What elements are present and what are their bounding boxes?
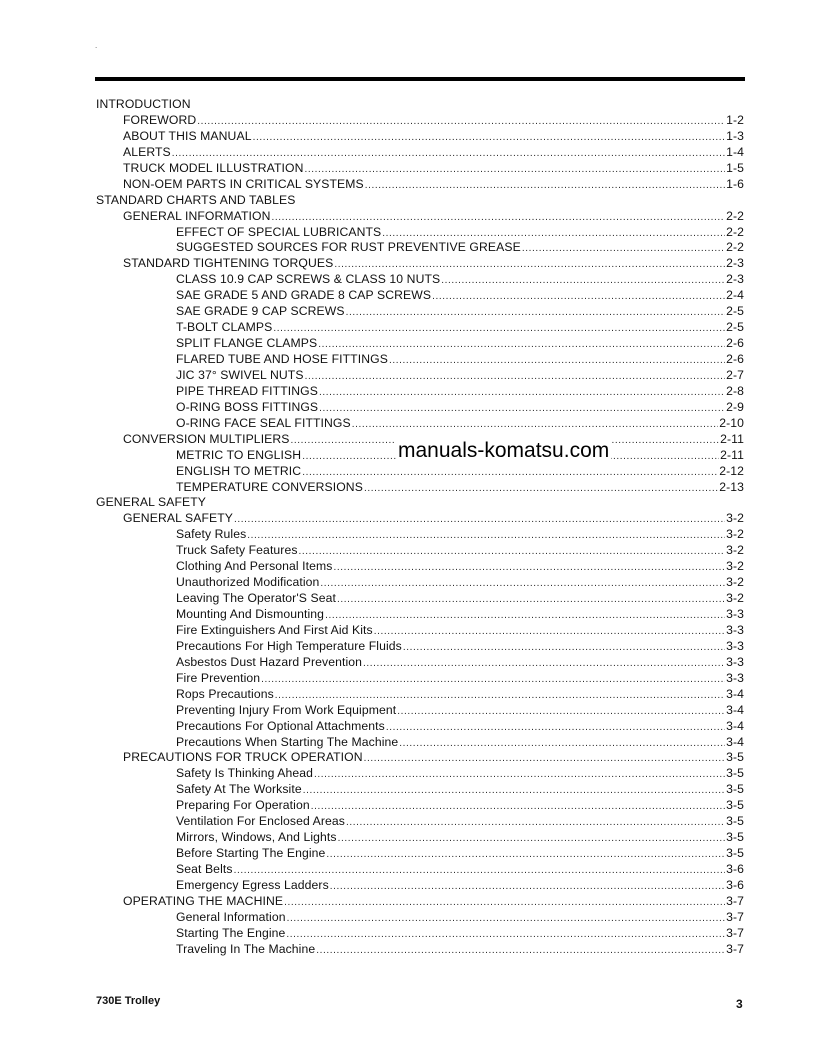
toc-entry-page: 2-6	[726, 352, 744, 366]
header-rule	[95, 77, 745, 81]
toc-entry-title: Leaving The Operator'S Seat	[176, 591, 336, 606]
toc-entry-title: GENERAL SAFETY	[96, 495, 206, 510]
toc-entry[interactable]	[96, 671, 744, 687]
toc-entry-title: FOREWORD	[123, 112, 197, 127]
dot-leader	[386, 720, 725, 736]
toc-entry-title: Mounting And Dismounting	[176, 607, 325, 621]
toc-entry-page: 3-5	[726, 750, 744, 765]
toc-entry-page: 2-8	[726, 383, 744, 398]
toc-entry[interactable]	[96, 814, 744, 830]
toc-entry-title: Rops Precautions	[176, 686, 274, 701]
dot-leader	[302, 465, 718, 481]
toc-entry-title: ABOUT THIS MANUAL	[123, 128, 252, 143]
page-corner-mark: .	[95, 41, 98, 50]
toc-entry[interactable]	[96, 352, 744, 368]
toc-entry-title: PRECAUTIONS FOR TRUCK OPERATION	[123, 750, 363, 765]
dot-leader	[330, 879, 725, 895]
dot-leader	[234, 863, 726, 879]
toc-entry-title: Safety At The Worksite	[176, 782, 302, 797]
dot-leader	[441, 273, 725, 289]
toc-entry-title: Preparing For Operation	[176, 798, 310, 813]
dot-leader	[319, 401, 725, 417]
toc-entry-title: Unauthorized Modification	[176, 575, 320, 590]
toc-entry-page: 2-2	[726, 240, 744, 255]
toc-entry[interactable]	[96, 846, 744, 862]
dot-leader	[320, 576, 725, 592]
toc-entry-page: 2-7	[726, 367, 744, 382]
toc-entry[interactable]	[96, 256, 744, 272]
toc-entry[interactable]	[96, 735, 744, 751]
dot-leader	[352, 417, 718, 433]
toc-entry[interactable]	[96, 766, 744, 782]
dot-leader	[399, 736, 725, 752]
toc-entry-page: 1-6	[726, 176, 744, 191]
toc-entry-title: SPLIT FLANGE CLAMPS	[176, 336, 318, 351]
toc-entry-title: Clothing And Personal Items	[176, 559, 333, 574]
toc-entry[interactable]	[96, 623, 744, 639]
toc-entry-title: ALERTS	[123, 144, 171, 159]
toc-entry-title: O-RING BOSS FITTINGS	[176, 399, 319, 414]
toc-entry-page: 1-5	[726, 160, 744, 175]
toc-entry-page: 3-3	[726, 670, 744, 685]
watermark-text: manuals-komatsu.com	[398, 439, 610, 462]
toc-entry-page: 3-5	[726, 814, 744, 829]
toc-entry-page: 2-2	[726, 208, 744, 223]
toc-entry[interactable]	[96, 639, 744, 655]
toc-entry-page: 3-7	[726, 941, 744, 956]
toc-entry-title: General Information	[176, 909, 286, 924]
toc-entry[interactable]	[96, 894, 744, 910]
dot-leader	[522, 241, 725, 257]
dot-leader	[337, 592, 725, 608]
toc-entry[interactable]	[96, 926, 744, 942]
toc-entry-title: INTRODUCTION	[96, 97, 191, 111]
toc-entry[interactable]	[96, 177, 744, 193]
toc-entry-page: 1-4	[726, 144, 744, 159]
toc-entry[interactable]	[96, 703, 744, 719]
toc-entry-page: 3-5	[726, 846, 744, 861]
toc-entry[interactable]	[96, 942, 744, 958]
toc-entry-title: PIPE THREAD FITTINGS	[176, 383, 318, 398]
toc-entry-title: Seat Belts	[176, 862, 233, 876]
dot-leader	[334, 257, 725, 273]
toc-entry[interactable]	[96, 272, 744, 288]
dot-leader	[287, 911, 725, 927]
toc-entry-title: JIC 37° SWIVEL NUTS	[176, 367, 304, 382]
toc-entry-page: 2-5	[726, 304, 744, 319]
dot-leader	[253, 130, 726, 146]
toc-entry-page: 3-3	[726, 622, 744, 637]
toc-entry-title: STANDARD TIGHTENING TORQUES	[123, 256, 334, 271]
dot-leader	[303, 783, 725, 799]
toc-entry-title: SAE GRADE 9 CAP SCREWS	[176, 304, 345, 319]
toc-entry-page: 3-3	[726, 607, 744, 621]
toc-entry-title: Asbestos Dust Hazard Prevention	[176, 654, 363, 669]
toc-entry-page: 2-10	[719, 415, 744, 430]
toc-entry[interactable]	[96, 225, 744, 241]
toc-entry[interactable]	[96, 129, 744, 145]
toc-entry-page: 1-2	[726, 112, 744, 127]
toc-entry-page: 3-7	[726, 925, 744, 940]
dot-leader	[319, 385, 725, 401]
toc-entry-title: Mirrors, Windows, And Lights	[176, 830, 337, 845]
dot-leader	[234, 512, 725, 528]
dot-leader	[346, 305, 725, 321]
toc-entry-page: 3-4	[726, 734, 744, 749]
dot-leader	[318, 337, 725, 353]
toc-entry[interactable]	[96, 591, 744, 607]
toc-entry[interactable]	[96, 607, 744, 623]
toc-entry[interactable]	[96, 304, 744, 320]
toc-entry-title: NON-OEM PARTS IN CRITICAL SYSTEMS	[123, 176, 364, 191]
dot-leader	[374, 624, 725, 640]
toc-entry-title: Traveling In The Machine	[176, 941, 316, 956]
table-of-contents	[96, 97, 744, 958]
dot-leader	[365, 178, 725, 194]
toc-entry[interactable]	[96, 910, 744, 926]
toc-entry[interactable]	[96, 687, 744, 703]
toc-entry[interactable]	[96, 719, 744, 735]
toc-entry-page: 3-2	[726, 559, 744, 574]
dot-leader	[316, 943, 725, 959]
toc-entry-title: Fire Prevention	[176, 670, 261, 685]
toc-entry-page: 3-2	[726, 543, 744, 558]
toc-entry-title: Emergency Egress Ladders	[176, 877, 329, 892]
toc-entry[interactable]	[96, 464, 744, 480]
toc-entry-page: 3-2	[726, 527, 744, 542]
toc-entry-page: 3-5	[726, 830, 744, 845]
toc-entry[interactable]	[96, 368, 744, 384]
toc-entry-title: SAE GRADE 5 AND GRADE 8 CAP SCREWS	[176, 288, 432, 303]
dot-leader	[325, 608, 725, 624]
dot-leader	[346, 815, 725, 831]
toc-entry-page: 3-4	[726, 718, 744, 733]
dot-leader	[299, 544, 726, 560]
toc-entry-title: EFFECT OF SPECIAL LUBRICANTS	[176, 224, 382, 239]
dot-leader	[275, 688, 725, 704]
toc-entry-title: Safety Rules	[176, 527, 247, 542]
dot-leader	[333, 560, 725, 576]
dot-leader	[397, 704, 725, 720]
toc-entry-title: TEMPERATURE CONVERSIONS	[176, 479, 363, 494]
toc-entry-title: Before Starting The Engine	[176, 846, 326, 861]
toc-section-heading[interactable]	[96, 495, 744, 511]
toc-entry[interactable]	[96, 798, 744, 814]
toc-entry-page: 3-4	[726, 702, 744, 717]
toc-entry-title: Starting The Engine	[176, 925, 286, 940]
toc-entry-title: FLARED TUBE AND HOSE FITTINGS	[176, 352, 388, 366]
toc-entry-title: Truck Safety Features	[176, 543, 298, 558]
toc-entry-page: 3-5	[726, 782, 744, 797]
dot-leader	[284, 895, 725, 911]
dot-leader	[432, 289, 725, 305]
dot-leader	[326, 847, 725, 863]
toc-entry-title: Precautions For Optional Attachments	[176, 718, 385, 733]
toc-section-heading[interactable]	[96, 193, 744, 209]
dot-leader	[389, 353, 725, 369]
toc-entry-page: 3-4	[726, 686, 744, 701]
toc-entry[interactable]	[96, 862, 744, 878]
dot-leader	[247, 528, 725, 544]
toc-entry-page: 2-13	[719, 479, 744, 494]
toc-entry[interactable]	[96, 543, 744, 559]
footer-document-title: 730E Trolley	[96, 995, 161, 1007]
dot-leader	[286, 927, 725, 943]
dot-leader	[403, 640, 725, 656]
toc-entry[interactable]	[96, 320, 744, 336]
toc-entry-page: 2-6	[726, 336, 744, 351]
toc-entry[interactable]	[96, 400, 744, 416]
toc-entry-page: 2-3	[726, 272, 744, 287]
toc-entry-title: STANDARD CHARTS AND TABLES	[96, 192, 296, 207]
toc-entry[interactable]	[96, 480, 744, 496]
toc-entry-title: GENERAL SAFETY	[123, 511, 233, 526]
toc-entry[interactable]	[96, 288, 744, 304]
toc-entry[interactable]	[96, 782, 744, 798]
toc-entry-title: CLASS 10.9 CAP SCREWS & CLASS 10 NUTS	[176, 272, 441, 287]
toc-entry[interactable]	[96, 145, 744, 161]
toc-entry[interactable]	[96, 336, 744, 352]
toc-entry[interactable]	[96, 559, 744, 575]
toc-entry[interactable]	[96, 655, 744, 671]
dot-leader	[363, 656, 725, 672]
toc-entry-page: 2-12	[719, 463, 744, 478]
toc-entry-title: T-BOLT CLAMPS	[176, 320, 273, 335]
toc-entry-title: Precautions When Starting The Machine	[176, 734, 399, 749]
toc-entry[interactable]	[96, 830, 744, 846]
toc-entry-page: 3-3	[726, 638, 744, 653]
toc-entry[interactable]	[96, 575, 744, 591]
toc-entry-page: 3-3	[726, 654, 744, 669]
toc-entry[interactable]	[96, 527, 744, 543]
toc-entry[interactable]	[96, 511, 744, 527]
dot-leader	[197, 114, 725, 130]
toc-entry[interactable]	[96, 878, 744, 894]
toc-entry-page: 2-11	[720, 447, 744, 462]
toc-entry-title: Precautions For High Temperature Fluids	[176, 638, 402, 653]
toc-entry-page: 3-6	[726, 877, 744, 892]
dot-leader	[305, 162, 726, 178]
toc-entry[interactable]	[96, 161, 744, 177]
toc-section-heading[interactable]	[96, 97, 744, 113]
toc-entry-page: 2-11	[720, 431, 744, 446]
toc-entry-title: GENERAL INFORMATION	[123, 208, 271, 223]
toc-entry-title: ENGLISH TO METRIC	[176, 463, 302, 478]
dot-leader	[311, 799, 725, 815]
footer-page-number: 3	[736, 997, 743, 1011]
toc-entry-title: TRUCK MODEL ILLUSTRATION	[123, 160, 304, 175]
dot-leader	[273, 321, 725, 337]
toc-entry-page: 1-3	[726, 128, 744, 143]
toc-entry-title: Fire Extinguishers And First Aid Kits	[176, 622, 373, 637]
toc-entry-title: Ventilation For Enclosed Areas	[176, 814, 345, 829]
dot-leader	[338, 831, 725, 847]
toc-entry-page: 3-2	[726, 591, 744, 606]
toc-entry-page: 3-5	[726, 798, 744, 813]
toc-entry-title: Safety Is Thinking Ahead	[176, 766, 314, 781]
toc-entry-title: CONVERSION MULTIPLIERS	[123, 431, 290, 446]
toc-entry-page: 2-2	[726, 224, 744, 239]
toc-entry-page: 3-5	[726, 766, 744, 781]
toc-entry[interactable]	[96, 240, 744, 256]
toc-entry[interactable]	[96, 113, 744, 129]
dot-leader	[261, 672, 725, 688]
dot-leader	[364, 751, 725, 767]
toc-entry-title: Preventing Injury From Work Equipment	[176, 702, 397, 717]
toc-entry-page: 3-7	[726, 893, 744, 908]
toc-entry-page: 2-3	[726, 256, 744, 271]
dot-leader	[305, 369, 726, 385]
toc-entry-title: O-RING FACE SEAL FITTINGS	[176, 415, 351, 430]
toc-entry-page: 3-2	[726, 511, 744, 526]
dot-leader	[271, 210, 725, 226]
toc-entry[interactable]	[96, 416, 744, 432]
toc-entry[interactable]	[96, 384, 744, 400]
toc-entry-page: 3-7	[726, 909, 744, 924]
toc-entry[interactable]	[96, 209, 744, 225]
toc-entry-title: OPERATING THE MACHINE	[123, 893, 284, 908]
toc-entry-page: 3-6	[726, 862, 744, 876]
dot-leader	[172, 146, 725, 162]
toc-entry[interactable]	[96, 750, 744, 766]
dot-leader	[314, 767, 725, 783]
dot-leader	[364, 481, 718, 497]
toc-entry-page: 2-5	[726, 320, 744, 335]
toc-entry-page: 2-4	[726, 288, 744, 303]
toc-entry-title: SUGGESTED SOURCES FOR RUST PREVENTIVE GREASE	[176, 240, 521, 255]
toc-entry-page: 2-9	[726, 399, 744, 414]
dot-leader	[382, 226, 725, 242]
toc-entry-page: 3-2	[726, 575, 744, 590]
toc-entry-title: METRIC TO ENGLISH	[176, 447, 302, 462]
